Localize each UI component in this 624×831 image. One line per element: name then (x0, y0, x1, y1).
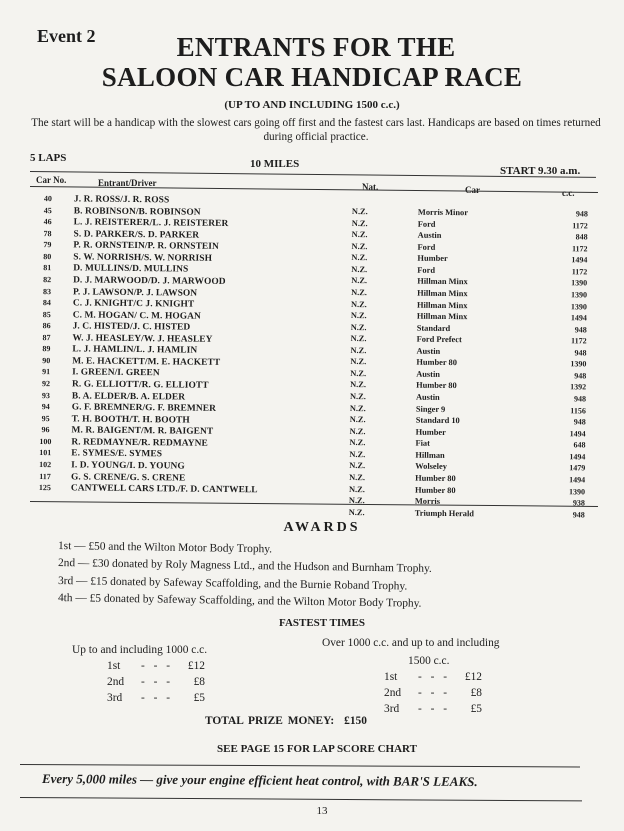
car-number: 87 (42, 332, 51, 342)
prize-place: 2nd (384, 687, 402, 699)
nationality: N.Z. (350, 311, 367, 321)
event-label: Event 2 (37, 26, 96, 46)
entrant-driver: L. J. HAMLIN/L. J. HAMLIN (72, 344, 198, 357)
award-item: 1st — £50 and the Wilton Motor Body Trophy. (57, 540, 273, 556)
car-model: Hillman Minx (417, 277, 468, 287)
nationality: N.Z. (351, 287, 367, 298)
car-model: Standard (416, 323, 451, 333)
entrant-driver: T. H. BOOTH/T. H. BOOTH (71, 414, 190, 426)
car-number: 79 (43, 240, 52, 250)
car-number: 84 (42, 298, 51, 308)
car-model: Austin (415, 392, 440, 402)
entrant-driver: P. R. ORNSTEIN/P. R. ORNSTEIN (73, 240, 219, 253)
nationality: N.Z. (349, 461, 366, 471)
entrant-driver: CANTWELL CARS LTD./F. D. CANTWELL (70, 483, 258, 496)
engine-cc: 948 (575, 209, 588, 219)
nationality: N.Z. (351, 218, 368, 228)
car-number: 86 (42, 321, 51, 331)
car-number: 83 (42, 286, 52, 296)
prize-dashes: - - - (141, 676, 174, 688)
nationality: N.Z. (349, 415, 366, 425)
table-header-rule (30, 186, 598, 193)
laps-label: 5 LAPS (30, 152, 67, 164)
entrant-driver: J. R. ROSS/J. R. ROSS (73, 194, 170, 206)
nationality: N.Z. (350, 334, 367, 344)
entrant-driver: E. SYMES/E. SYMES (71, 448, 163, 460)
engine-cc: 1479 (569, 463, 586, 473)
total-prize-value: £150 (344, 715, 367, 727)
car-model: Ford Prefect (416, 334, 462, 345)
column-header-car: Car (465, 185, 480, 195)
car-model: Humber 80 (414, 485, 456, 495)
page-title-line-2: SALOON CAR HANDICAP RACE (101, 62, 523, 92)
prize-place: 3rd (384, 703, 400, 715)
column-header-cc: c.c. (562, 188, 575, 198)
advert-text: Every 5,000 miles — give your engine efficient heat control, with BAR'S LEAKS. (41, 771, 478, 790)
entrant-driver: G. F. BREMNER/G. F. BREMNER (71, 402, 217, 415)
column-header-car-no: Car No. (36, 175, 67, 185)
car-model: Humber 80 (416, 357, 457, 368)
prize-row (384, 703, 482, 715)
nationality: N.Z. (351, 230, 368, 240)
prize-row (107, 676, 205, 688)
engine-cc: 1494 (571, 255, 588, 265)
entrant-driver: B. ROBINSON/B. ROBINSON (73, 205, 201, 218)
car-model: Standard 10 (415, 415, 460, 426)
page-number: 13 (316, 805, 328, 817)
prize-place: 1st (107, 660, 121, 672)
award-item: 3rd — £15 donated by Safeway Scaffolding, and the Burnie Roband Trophy. (57, 575, 408, 593)
car-model: Humber 80 (416, 381, 457, 391)
nationality: N.Z. (351, 276, 368, 286)
engine-cc: 1172 (571, 267, 588, 277)
car-number: 125 (38, 483, 51, 493)
engine-cc: 1392 (570, 382, 587, 392)
total-prize-money (205, 715, 367, 727)
nationality: N.Z. (350, 368, 367, 379)
engine-cc: 1494 (569, 475, 586, 485)
car-model: Triumph Herald (414, 508, 475, 518)
engine-cc: 1156 (570, 405, 586, 416)
car-model: Hillman Minx (416, 300, 468, 310)
nationality: N.Z. (349, 391, 366, 402)
lap-score-chart-reference: SEE PAGE 15 FOR LAP SCORE CHART (217, 743, 417, 755)
car-number: 40 (43, 194, 52, 204)
car-model: Fiat (415, 438, 430, 449)
car-number: 96 (41, 425, 50, 435)
engine-cc: 1494 (569, 428, 586, 439)
nationality: N.Z. (349, 449, 366, 459)
car-number: 100 (39, 436, 52, 446)
car-model: Morris Minor (417, 207, 468, 218)
entrant-driver: D. MULLINS/D. MULLINS (73, 263, 189, 275)
nationality: N.Z. (351, 264, 368, 274)
entrant-list (33, 193, 261, 496)
car-model: Hillman Minx (416, 311, 468, 322)
entrant-driver: W. J. HEASLEY/W. J. HEASLEY (72, 333, 213, 345)
fastest-times-title: FASTEST TIMES (279, 617, 365, 629)
nationality: N.Z. (348, 484, 365, 494)
page-subtitle: (UP TO AND INCLUDING 1500 c.c.) (224, 99, 400, 111)
nationality: N.Z. (350, 322, 367, 332)
nationality: N.Z. (349, 438, 366, 448)
car-model: Austin (417, 230, 442, 241)
car-list (349, 206, 588, 521)
car-model: Hillman (415, 450, 445, 460)
car-row (349, 507, 585, 521)
entrant-driver: B. A. ELDER/B. A. ELDER (71, 390, 186, 403)
prize-place: 1st (384, 671, 398, 683)
car-number: 81 (43, 263, 52, 273)
engine-cc: 1390 (571, 290, 588, 300)
entrant-driver: D. J. MARWOOD/D. J. MARWOOD (73, 275, 226, 287)
car-model: Humber 80 (415, 473, 456, 484)
car-number: 80 (43, 251, 52, 261)
nationality: N.Z. (348, 507, 365, 517)
prize-row (384, 671, 482, 683)
entrant-driver: C. M. HOGAN/ C. M. HOGAN (72, 310, 201, 322)
car-model: Hillman Minx (417, 288, 468, 299)
engine-cc: 1172 (570, 336, 587, 346)
prize-dashes: - - - (418, 687, 451, 699)
engine-cc: 1390 (571, 278, 588, 288)
car-model: Morris (414, 496, 441, 507)
prize-place: 3rd (107, 692, 123, 704)
entrant-driver: M. R. BAIGENT/M. R. BAIGENT (71, 425, 214, 438)
prize-dashes: - - - (141, 660, 174, 672)
advert-bottom-rule (20, 797, 582, 801)
entrant-driver: M. E. HACKETT/M. E. HACKETT (72, 356, 221, 368)
engine-cc: 938 (572, 498, 585, 508)
entrant-driver: I. GREEN/I. GREEN (72, 367, 160, 379)
award-item: 2nd — £30 donated by Roly Magness Ltd., and the Hudson and Burnham Trophy. (57, 557, 432, 575)
car-model: Singer 9 (415, 404, 446, 414)
column-header-entrant: Entrant/Driver (98, 178, 157, 188)
entrant-driver: G. S. CRENE/G. S. CRENE (70, 471, 186, 484)
advert-top-rule (20, 764, 580, 767)
car-number: 46 (43, 217, 52, 227)
engine-cc: 948 (573, 394, 587, 404)
nationality: N.Z. (351, 253, 368, 263)
prize-amount: £8 (193, 676, 205, 688)
engine-cc: 948 (574, 348, 587, 358)
prize-amount: £12 (187, 660, 205, 672)
entrant-row (33, 482, 258, 496)
intro-paragraph: The start will be a handicap with the slowest cars going off first and the fastest cars last. Handicaps are based on times returned during official practice. (31, 117, 601, 143)
award-item: 4th — £5 donated by Safeway Scaffolding, and the Wilton Motor Body Trophy. (57, 592, 422, 610)
car-number: 85 (42, 309, 51, 319)
prize-row (107, 660, 205, 672)
car-number: 101 (39, 448, 52, 458)
entrant-driver: C. J. KNIGHT/C J. KNIGHT (72, 298, 195, 310)
car-model: Ford (417, 265, 436, 275)
prize-row (107, 692, 205, 704)
nationality: N.Z. (351, 206, 368, 217)
car-model: Humber (415, 427, 446, 437)
nationality: N.Z. (351, 241, 368, 251)
car-number: 91 (42, 367, 51, 377)
car-number: 90 (42, 355, 51, 366)
nationality: N.Z. (350, 380, 367, 390)
engine-cc: 848 (575, 232, 588, 242)
prize-amount: £5 (193, 692, 205, 704)
car-number: 82 (43, 275, 52, 285)
prize-dashes: - - - (418, 671, 451, 683)
car-number: 93 (41, 390, 50, 400)
entrant-driver: J. C. HISTED/J. C. HISTED (72, 321, 191, 333)
engine-cc: 1172 (572, 220, 588, 231)
nationality: N.Z. (348, 496, 365, 506)
car-model: Austin (416, 369, 441, 379)
car-number: 45 (43, 205, 52, 215)
engine-cc: 1494 (569, 452, 586, 462)
entrant-driver: I. D. YOUNG/I. D. YOUNG (71, 460, 185, 472)
engine-cc: 1390 (570, 301, 588, 311)
engine-cc: 1390 (568, 486, 586, 496)
car-number: 117 (39, 471, 51, 481)
prize-dashes: - - - (418, 703, 451, 715)
entrant-driver: S. D. PARKER/S. D. PARKER (73, 229, 200, 241)
total-prize-label: TOTAL PRIZE MONEY: (205, 715, 335, 727)
prize-row (384, 687, 482, 699)
prize-place: 2nd (107, 676, 125, 688)
nationality: N.Z. (350, 357, 367, 367)
car-number: 94 (41, 402, 50, 412)
page-title-line-1: ENTRANTS FOR THE (176, 32, 456, 62)
entrant-driver: R. G. ELLIOTT/R. G. ELLIOTT (71, 379, 209, 391)
nationality: N.Z. (350, 299, 367, 309)
entrant-driver: R. REDMAYNE/R. REDMAYNE (71, 437, 208, 449)
prize-amount: £8 (470, 687, 482, 699)
distance-label: 10 MILES (250, 158, 300, 170)
car-number: 89 (42, 344, 51, 354)
nationality: N.Z. (349, 472, 366, 483)
prize-dashes: - - - (141, 692, 174, 704)
fastest-times-left-heading: Up to and including 1000 c.c. (72, 644, 208, 656)
car-number: 95 (41, 413, 50, 423)
prize-amount: £5 (470, 703, 482, 715)
fastest-times-right-heading-cont: 1500 c.c. (408, 655, 450, 667)
engine-cc: 1494 (570, 313, 587, 323)
nationality: N.Z. (349, 403, 366, 413)
car-number: 102 (39, 459, 52, 470)
engine-cc: 948 (574, 324, 587, 335)
entrant-driver: L. J. REISTERER/L. J. REISTERER (73, 217, 229, 230)
engine-cc: 948 (574, 371, 587, 381)
engine-cc: 948 (573, 417, 586, 427)
entrant-driver: S. W. NORRISH/S. W. NORRISH (73, 252, 213, 264)
column-header-nat: Nat. (362, 182, 379, 192)
engine-cc: 648 (573, 440, 586, 450)
car-number: 78 (43, 228, 52, 238)
prize-amount: £12 (464, 671, 482, 683)
nationality: N.Z. (349, 426, 366, 436)
awards-title: AWARDS (283, 520, 361, 535)
nationality: N.Z. (350, 345, 367, 355)
entrant-driver: P. J. LAWSON/P. J. LAWSON (72, 286, 198, 299)
engine-cc: 1390 (570, 359, 587, 369)
car-model: Austin (416, 346, 441, 356)
start-time-label: START 9.30 a.m. (500, 165, 581, 177)
fastest-times-right-heading: Over 1000 c.c. and up to and including (322, 637, 500, 649)
car-model: Ford (417, 242, 436, 252)
engine-cc: 1172 (571, 243, 588, 254)
engine-cc: 948 (572, 509, 585, 520)
car-model: Wolseley (415, 462, 447, 472)
car-model: Humber (417, 253, 448, 264)
car-model: Ford (417, 219, 436, 229)
car-number: 92 (41, 379, 51, 389)
